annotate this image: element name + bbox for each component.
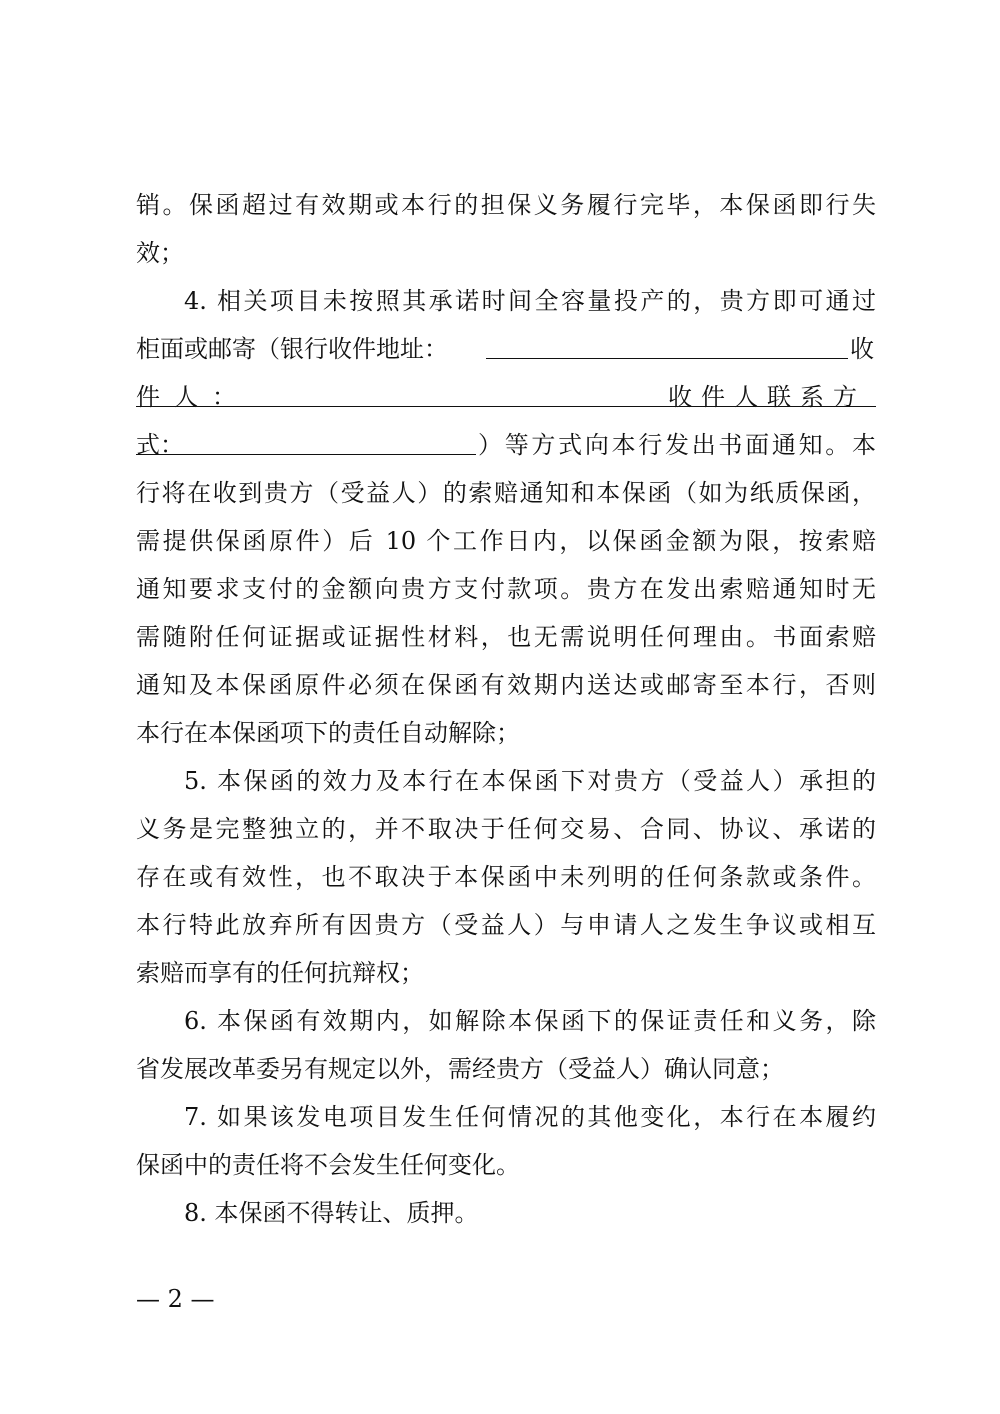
text-line: 本行在本保函项下的责任自动解除； [136, 719, 520, 747]
recipient-blank [136, 406, 876, 407]
page-number: — 2 — [136, 1285, 215, 1313]
text-line: 本行特此放弃所有因贵方（受益人）与申请人之发生争议或相互 [136, 911, 876, 939]
contact-blank [136, 454, 476, 455]
text-line: 索赔而享有的任何抗辩权； [136, 959, 424, 987]
text-line [136, 334, 876, 364]
clause-8: 8. 本保函不得转让、质押。 [184, 1199, 479, 1227]
text-line: 保函中的责任将不会发生任何变化。 [136, 1151, 520, 1179]
text-line: 通知要求支付的金额向贵方支付款项。贵方在发出索赔通知时无 [136, 575, 876, 603]
text-fragment: 柜面或邮寄（银行收件地址： [136, 335, 448, 363]
text-fragment: 件人： [136, 383, 250, 411]
text-line: 需提供保函原件）后 10 个工作日内，以保函金额为限，按索赔 [136, 527, 876, 555]
contact-label [668, 382, 878, 412]
recipient-label [136, 382, 250, 412]
address-blank [486, 358, 848, 359]
clause-6-start: 6. 本保函有效期内，如解除本保函下的保证责任和义务，除 [184, 1007, 876, 1035]
text-fragment: ）等方式向本行发出书面通知。本 [478, 431, 876, 459]
text-line: 通知及本保函原件必须在保函有效期内送达或邮寄至本行，否则 [136, 671, 876, 699]
clause-4-start: 4. 相关项目未按照其承诺时间全容量投产的，贵方即可通过 [184, 287, 876, 315]
text-line: 销。保函超过有效期或本行的担保义务履行完毕，本保函即行失 [136, 191, 876, 219]
text-line: 省发展改革委另有规定以外，需经贵方（受益人）确认同意； [136, 1055, 784, 1083]
text-line: 效； [136, 239, 184, 267]
text-line: 存在或有效性，也不取决于本保函中未列明的任何条款或条件。 [136, 863, 876, 891]
text-fragment: 收件人联系方 [668, 383, 866, 411]
text-fragment: 式： [136, 431, 184, 459]
text-line: 行将在收到贵方（受益人）的索赔通知和本保函（如为纸质保函， [136, 479, 876, 507]
clause-5-start: 5. 本保函的效力及本行在本保函下对贵方（受益人）承担的 [184, 767, 876, 795]
text-line: 需随附任何证据或证据性材料，也无需说明任何理由。书面索赔 [136, 623, 876, 651]
text-fragment: 收 [850, 335, 874, 363]
text-line: 义务是完整独立的，并不取决于任何交易、合同、协议、承诺的 [136, 815, 876, 843]
clause-7-start: 7. 如果该发电项目发生任何情况的其他变化，本行在本履约 [184, 1103, 876, 1131]
